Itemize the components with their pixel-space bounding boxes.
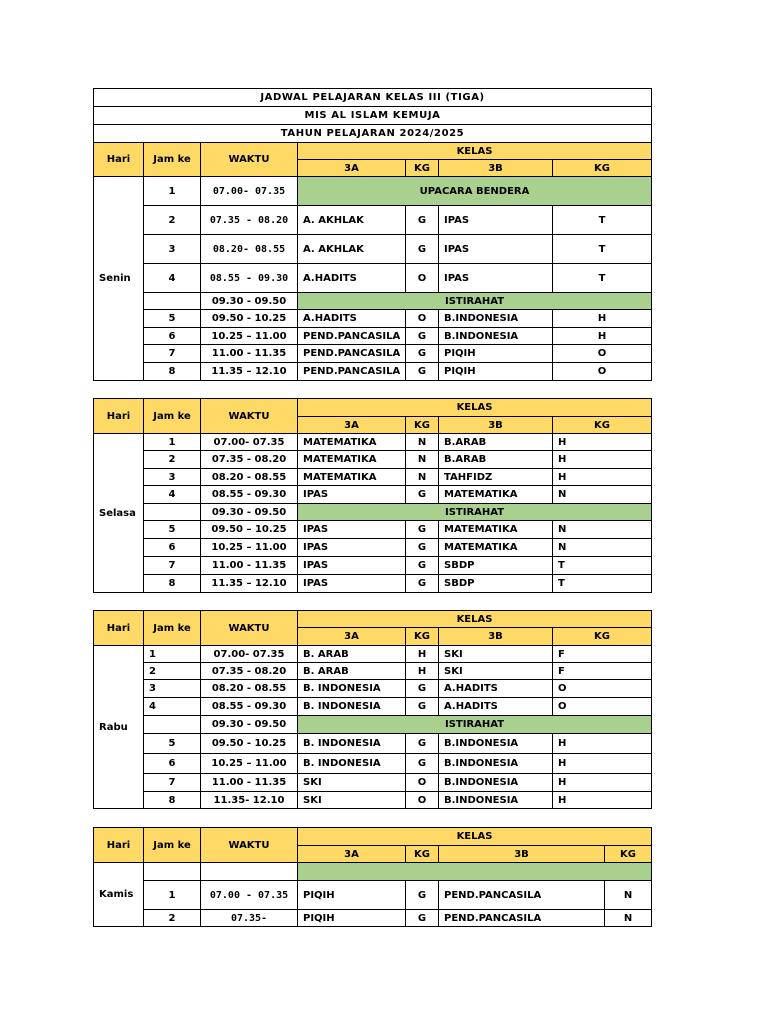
title-line3: TAHUN PELAJARAN 2024/2025 [94, 125, 652, 143]
break-label: ISTIRAHAT [298, 504, 652, 521]
title-row [94, 89, 652, 107]
kg-3a-cell: O [406, 774, 439, 792]
header-waktu: WAKTU [201, 399, 298, 434]
jam-cell: 3 [144, 469, 201, 486]
header-waktu: WAKTU [201, 143, 298, 177]
kg-3b-cell: H [553, 328, 652, 345]
title-row [94, 107, 652, 125]
schedule-row [94, 434, 652, 451]
day-cell: Selasa [94, 434, 144, 593]
waktu-cell: 11.35- 12.10 [201, 792, 298, 809]
kg-3a-cell: G [406, 575, 439, 593]
header-3b: 3B [439, 846, 605, 863]
waktu-cell: 07.00- 07.35 [201, 177, 298, 206]
header-3a: 3A [298, 628, 406, 646]
kg-3b-cell: O [553, 680, 652, 698]
subject-3b-cell: B.INDONESIA [439, 734, 553, 754]
header-waktu: WAKTU [201, 611, 298, 646]
break-label: ISTIRAHAT [298, 716, 652, 734]
subject-3b-cell: IPAS [439, 235, 553, 264]
schedule-table-2 [93, 398, 652, 593]
header-hari: Hari [94, 611, 144, 646]
subject-3b-cell: IPAS [439, 264, 553, 293]
schedule-row [94, 235, 652, 264]
waktu-cell: 09.30 - 09.50 [201, 716, 298, 734]
schedule-row [94, 206, 652, 235]
header-3a: 3A [298, 417, 406, 434]
kg-3a-cell: G [406, 698, 439, 716]
waktu-cell: 11.00 - 11.35 [201, 557, 298, 575]
subject-3a-cell: IPAS [298, 557, 406, 575]
kg-3b-cell: H [553, 451, 652, 469]
kg-3b-cell: O [553, 363, 652, 381]
header-3b: 3B [439, 160, 553, 177]
jam-cell: 4 [144, 486, 201, 504]
schedule-row [94, 521, 652, 539]
waktu-cell: 09.50 - 10.25 [201, 734, 298, 754]
subject-3a-cell: A. AKHLAK [298, 206, 406, 235]
schedule-row [94, 177, 652, 206]
kg-3a-cell: G [406, 754, 439, 774]
kg-3b-cell: H [553, 434, 652, 451]
title-line2: MIS AL ISLAM KEMUJA [94, 107, 652, 125]
kg-3b-cell: H [553, 754, 652, 774]
waktu-cell: 09.30 - 09.50 [201, 293, 298, 310]
subject-3a-cell: IPAS [298, 539, 406, 557]
waktu-cell: 08.55 - 09.30 [201, 486, 298, 504]
subject-3b-cell: SKI [439, 646, 553, 663]
waktu-cell: 08.20 - 08.55 [201, 680, 298, 698]
schedule-row [94, 345, 652, 363]
waktu-cell: 08.55 - 09.30 [201, 698, 298, 716]
waktu-cell: 07.00 - 07.35 [201, 881, 298, 910]
subject-3a-cell: IPAS [298, 521, 406, 539]
kg-3b-cell: F [553, 663, 652, 680]
header-jam-ke: Jam ke [144, 399, 201, 434]
jam-cell [144, 716, 201, 734]
waktu-cell: 09.30 - 09.50 [201, 504, 298, 521]
waktu-cell: 08.20- 08.55 [201, 235, 298, 264]
day-cell: Senin [94, 177, 144, 381]
header-row [94, 399, 652, 417]
jam-cell: 3 [144, 235, 201, 264]
jam-cell: 2 [144, 451, 201, 469]
subject-3b-cell: B.INDONESIA [439, 310, 553, 328]
kg-3a-cell: O [406, 310, 439, 328]
subject-3a-cell: MATEMATIKA [298, 451, 406, 469]
subject-3b-cell: B.INDONESIA [439, 754, 553, 774]
jam-cell: 7 [144, 774, 201, 792]
subject-3b-cell: A.HADITS [439, 698, 553, 716]
header-row [94, 143, 652, 160]
header-3a: 3A [298, 160, 406, 177]
subject-3b-cell: SBDP [439, 575, 553, 593]
day-cell: Kamis [94, 863, 144, 927]
schedule-row [94, 575, 652, 593]
subject-3a-cell: B. INDONESIA [298, 734, 406, 754]
subject-3a-cell: PEND.PANCASILA [298, 363, 406, 381]
header-hari: Hari [94, 143, 144, 177]
waktu-cell: 11.35 – 12.10 [201, 575, 298, 593]
schedule-row [94, 363, 652, 381]
jam-cell: 5 [144, 310, 201, 328]
jam-cell: 1 [144, 177, 201, 206]
subject-3b-cell: B.INDONESIA [439, 792, 553, 809]
subject-3b-cell: MATEMATIKA [439, 539, 553, 557]
kg-3b-cell: N [553, 539, 652, 557]
schedule-row [94, 910, 652, 927]
schedule-row [94, 754, 652, 774]
schedule-row [94, 451, 652, 469]
schedule-row [94, 504, 652, 521]
kg-3a-cell: N [406, 434, 439, 451]
jam-cell: 4 [144, 698, 201, 716]
header-3b: 3B [439, 628, 553, 646]
jam-cell: 2 [144, 206, 201, 235]
schedule-row [94, 792, 652, 809]
schedule-row [94, 680, 652, 698]
subject-3a-cell: MATEMATIKA [298, 434, 406, 451]
jam-cell: 2 [144, 663, 201, 680]
header-3a: 3A [298, 846, 406, 863]
waktu-cell: 11.00 - 11.35 [201, 345, 298, 363]
subject-3a-cell: MATEMATIKA [298, 469, 406, 486]
waktu-cell: 10.25 – 11.00 [201, 328, 298, 345]
schedule-row [94, 646, 652, 663]
jam-cell: 1 [144, 881, 201, 910]
waktu-cell: 09.50 - 10.25 [201, 310, 298, 328]
subject-3a-cell: B. ARAB [298, 663, 406, 680]
kg-3b-cell: T [553, 235, 652, 264]
waktu-cell: 07.35 - 08.20 [201, 451, 298, 469]
jam-cell: 6 [144, 754, 201, 774]
jam-cell: 2 [144, 910, 201, 927]
kg-3b-cell: F [553, 646, 652, 663]
kg-3b-cell: T [553, 557, 652, 575]
subject-3b-cell: B.ARAB [439, 434, 553, 451]
subject-3b-cell: SBDP [439, 557, 553, 575]
jam-cell: 7 [144, 345, 201, 363]
kg-3b-cell: H [553, 469, 652, 486]
kg-3a-cell: G [406, 363, 439, 381]
header-kg-3a: KG [406, 846, 439, 863]
jam-cell: 5 [144, 521, 201, 539]
subject-3a-cell: PEND.PANCASILA [298, 345, 406, 363]
header-kg-3b: KG [553, 417, 652, 434]
waktu-cell: 11.00 - 11.35 [201, 774, 298, 792]
title-row [94, 125, 652, 143]
schedule-row [94, 264, 652, 293]
header-kg-3a: KG [406, 628, 439, 646]
schedule-row [94, 539, 652, 557]
jam-cell: 8 [144, 363, 201, 381]
header-kelas: KELAS [298, 143, 652, 160]
jam-cell: 1 [144, 434, 201, 451]
schedule-row [94, 469, 652, 486]
header-jam-ke: Jam ke [144, 828, 201, 863]
waktu-cell: 07.35 - 08.20 [201, 663, 298, 680]
kg-3a-cell: O [406, 792, 439, 809]
subject-3a-cell: B. ARAB [298, 646, 406, 663]
schedule-table-4 [93, 827, 652, 927]
subject-3b-cell: A.HADITS [439, 680, 553, 698]
kg-3a-cell: G [406, 206, 439, 235]
schedule-table-1 [93, 88, 652, 381]
waktu-cell: 10.25 – 11.00 [201, 539, 298, 557]
kg-3a-cell: N [406, 451, 439, 469]
kg-3b-cell: N [605, 881, 652, 910]
subject-3a-cell: IPAS [298, 575, 406, 593]
kg-3a-cell: O [406, 264, 439, 293]
jam-cell: 6 [144, 539, 201, 557]
subject-3b-cell: B.INDONESIA [439, 328, 553, 345]
kg-3a-cell: H [406, 646, 439, 663]
subject-3a-cell: B. INDONESIA [298, 698, 406, 716]
subject-3a-cell: A. AKHLAK [298, 235, 406, 264]
header-kg-3b: KG [605, 846, 652, 863]
subject-3a-cell: IPAS [298, 486, 406, 504]
subject-3a-cell: A.HADITS [298, 264, 406, 293]
schedule-row [94, 881, 652, 910]
subject-3a-cell: SKI [298, 792, 406, 809]
highlight-band [298, 863, 652, 881]
kg-3a-cell: G [406, 557, 439, 575]
subject-3b-cell: PEND.PANCASILA [439, 910, 605, 927]
waktu-cell [201, 863, 298, 881]
subject-3b-cell: B.ARAB [439, 451, 553, 469]
subject-3b-cell: MATEMATIKA [439, 521, 553, 539]
subject-3a-cell: PIQIH [298, 881, 406, 910]
schedule-row [94, 663, 652, 680]
subject-3a-cell: B. INDONESIA [298, 680, 406, 698]
kg-3b-cell: T [553, 575, 652, 593]
subject-3b-cell: TAHFIDZ [439, 469, 553, 486]
waktu-cell: 08.20 - 08.55 [201, 469, 298, 486]
kg-3b-cell: T [553, 264, 652, 293]
waktu-cell: 07.00- 07.35 [201, 434, 298, 451]
header-jam-ke: Jam ke [144, 611, 201, 646]
kg-3b-cell: H [553, 774, 652, 792]
subject-3b-cell: IPAS [439, 206, 553, 235]
jam-cell [144, 504, 201, 521]
kg-3b-cell: T [553, 206, 652, 235]
schedule-row [94, 698, 652, 716]
subject-3b-cell: PIQIH [439, 345, 553, 363]
jam-cell [144, 293, 201, 310]
subject-3b-cell: SKI [439, 663, 553, 680]
schedule-row [94, 328, 652, 345]
jam-cell: 8 [144, 792, 201, 809]
kg-3b-cell: O [553, 345, 652, 363]
subject-3a-cell: SKI [298, 774, 406, 792]
header-kg-3a: KG [406, 417, 439, 434]
day-cell: Rabu [94, 646, 144, 809]
waktu-cell: 07.35 - 08.20 [201, 206, 298, 235]
kg-3a-cell: N [406, 469, 439, 486]
banner-label: UPACARA BENDERA [298, 177, 652, 206]
kg-3a-cell: G [406, 881, 439, 910]
jam-cell [144, 863, 201, 881]
kg-3a-cell: G [406, 910, 439, 927]
kg-3b-cell: N [553, 486, 652, 504]
schedule-row [94, 863, 652, 881]
waktu-cell: 10.25 – 11.00 [201, 754, 298, 774]
jam-cell: 6 [144, 328, 201, 345]
jam-cell: 7 [144, 557, 201, 575]
jam-cell: 3 [144, 680, 201, 698]
kg-3a-cell: G [406, 328, 439, 345]
jam-cell: 4 [144, 264, 201, 293]
kg-3a-cell: G [406, 539, 439, 557]
header-kelas: KELAS [298, 828, 652, 846]
kg-3a-cell: G [406, 235, 439, 264]
kg-3a-cell: G [406, 734, 439, 754]
jam-cell: 5 [144, 734, 201, 754]
subject-3b-cell: B.INDONESIA [439, 774, 553, 792]
break-label: ISTIRAHAT [298, 293, 652, 310]
jam-cell: 8 [144, 575, 201, 593]
schedule-table-3 [93, 610, 652, 809]
waktu-cell: 07.00- 07.35 [201, 646, 298, 663]
title-line1: JADWAL PELAJARAN KELAS III (TIGA) [94, 89, 652, 107]
schedule-row [94, 774, 652, 792]
header-kg-3b: KG [553, 160, 652, 177]
waktu-cell: 08.55 - 09.30 [201, 264, 298, 293]
header-3b: 3B [439, 417, 553, 434]
subject-3a-cell: A.HADITS [298, 310, 406, 328]
header-kelas: KELAS [298, 611, 652, 628]
subject-3a-cell: PEND.PANCASILA [298, 328, 406, 345]
kg-3b-cell: H [553, 310, 652, 328]
waktu-cell: 07.35- [201, 910, 298, 927]
schedule-row [94, 557, 652, 575]
subject-3b-cell: PEND.PANCASILA [439, 881, 605, 910]
header-kelas: KELAS [298, 399, 652, 417]
kg-3a-cell: G [406, 521, 439, 539]
kg-3a-cell: G [406, 345, 439, 363]
header-hari: Hari [94, 828, 144, 863]
schedule-row [94, 293, 652, 310]
header-kg-3b: KG [553, 628, 652, 646]
kg-3a-cell: G [406, 680, 439, 698]
kg-3a-cell: H [406, 663, 439, 680]
header-kg-3a: KG [406, 160, 439, 177]
kg-3b-cell: O [553, 698, 652, 716]
subject-3b-cell: MATEMATIKA [439, 486, 553, 504]
schedule-row [94, 734, 652, 754]
kg-3b-cell: H [553, 734, 652, 754]
waktu-cell: 11.35 – 12.10 [201, 363, 298, 381]
kg-3b-cell: N [605, 910, 652, 927]
header-waktu: WAKTU [201, 828, 298, 863]
waktu-cell: 09.50 – 10.25 [201, 521, 298, 539]
schedule-row [94, 310, 652, 328]
kg-3a-cell: G [406, 486, 439, 504]
subject-3a-cell: B. INDONESIA [298, 754, 406, 774]
kg-3b-cell: N [553, 521, 652, 539]
subject-3a-cell: PIQIH [298, 910, 406, 927]
subject-3b-cell: PIQIH [439, 363, 553, 381]
header-hari: Hari [94, 399, 144, 434]
kg-3b-cell: H [553, 792, 652, 809]
jam-cell: 1 [144, 646, 201, 663]
header-jam-ke: Jam ke [144, 143, 201, 177]
schedule-row [94, 486, 652, 504]
header-row [94, 828, 652, 846]
schedule-row [94, 716, 652, 734]
header-row [94, 611, 652, 628]
